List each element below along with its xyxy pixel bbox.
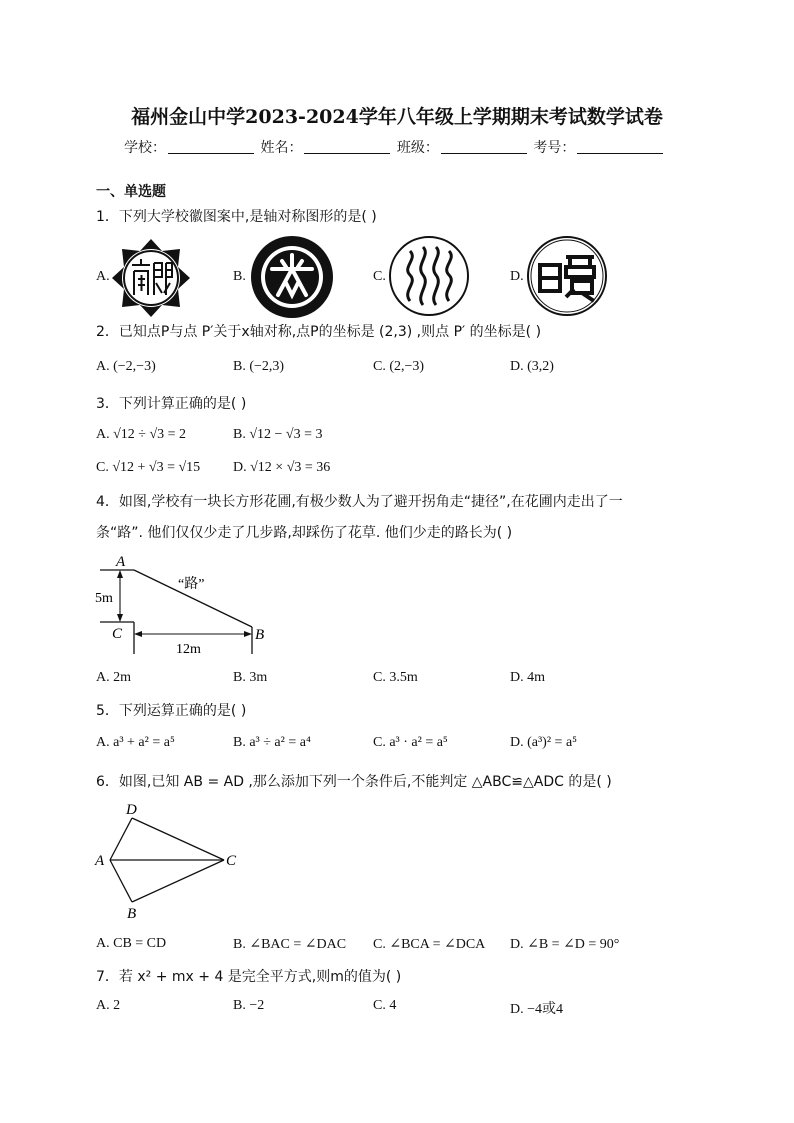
q6-point-a: A [95,853,105,869]
q4-path-label: “路” [178,577,205,592]
q4-option-a[interactable]: A. 2m [96,670,131,685]
name-blank[interactable] [304,153,390,154]
q5-option-a[interactable]: A. a³ + a² = a⁵ [96,735,175,750]
q5-option-c[interactable]: C. a³ · a² = a⁵ [373,735,448,750]
q7-option-b[interactable]: B. −2 [233,998,265,1013]
q7-option-d[interactable]: D. −4或4 [510,1002,564,1017]
seal-script-logo-icon [526,235,608,317]
q1-option-a-label: A. [96,269,110,284]
question-1-stem: 1．下列大学校徽图案中,是轴对称图形的是( ) [96,209,377,225]
q6-point-b: B [127,906,137,922]
q6-point-d: D [126,802,137,818]
q7-option-c[interactable]: C. 4 [373,998,397,1013]
question-2-stem: 2．已知点P与点 P′关于x轴对称,点P的坐标是 (2,3) ,则点 P′ 的坐标是( ) [96,324,542,340]
question-4-stem-line1: 4．如图,学校有一块长方形花圃,有极少数人为了避开拐角走“捷径”,在花圃内走出了一 [96,494,623,510]
q6-option-b[interactable]: B. ∠BAC = ∠DAC [233,937,347,952]
school-label: 学校： [124,140,166,156]
q4-length-ac: 5m [95,591,113,606]
q6-option-a[interactable]: A. CB = CD [96,936,167,951]
q4-length-cb: 12m [176,642,201,657]
name-label: 姓名： [260,140,303,156]
q3-option-d[interactable]: D. √12 × √3 = 36 [233,460,331,475]
q4-option-c[interactable]: C. 3.5m [373,670,418,685]
q4-point-c: C [112,626,123,642]
peking-university-logo-icon [250,235,334,319]
q3-option-c[interactable]: C. √12 + √3 = √15 [96,460,201,475]
question-7-stem: 7．若 x² + mx + 4 是完全平方式,则m的值为( ) [96,969,402,985]
question-3-stem: 3．下列计算正确的是( ) [96,396,247,412]
q4-garden-figure [92,550,282,660]
q5-option-d[interactable]: D. (a³)² = a⁵ [510,735,578,750]
q4-option-b[interactable]: B. 3m [233,670,268,685]
exam-number-blank[interactable] [577,153,663,154]
question-4-stem-line2: 条“路”. 他们仅仅少走了几步路,却踩伤了花草. 他们少走的路长为( ) [96,525,513,541]
q4-point-b: B [255,627,265,643]
q1-option-d-label: D. [510,269,524,284]
class-blank[interactable] [441,153,527,154]
q6-option-d[interactable]: D. ∠B = ∠D = 90° [510,937,620,952]
q5-option-b[interactable]: B. a³ ÷ a² = a⁴ [233,735,311,750]
q2-option-d[interactable]: D. (3,2) [510,359,554,374]
class-label: 班级： [396,140,439,156]
q4-option-d[interactable]: D. 4m [510,670,545,685]
q1-option-c-label: C. [373,269,386,284]
q3-option-b[interactable]: B. √12 − √3 = 3 [233,427,323,442]
question-5-stem: 5．下列运算正确的是( ) [96,703,247,719]
page-title: 福州金山中学2023-2024学年八年级上学期期末考试数学试卷 [131,106,663,128]
q3-option-a[interactable]: A. √12 ÷ √3 = 2 [96,427,187,442]
question-6-stem: 6．如图,已知 AB = AD ,那么添加下列一个条件后,不能判定 △ABC≌△ADC 的是( ) [96,774,612,790]
nankai-logo-icon [110,237,192,319]
q7-option-a[interactable]: A. 2 [96,998,121,1013]
q6-option-c[interactable]: C. ∠BCA = ∠DCA [373,937,486,952]
wavy-lines-logo-icon [388,235,470,317]
student-info-line [124,137,665,157]
section-title: 一、单选题 [96,184,166,200]
q4-point-a: A [116,554,126,570]
q6-quadrilateral-figure [92,798,242,924]
q2-option-a[interactable]: A. (−2,−3) [96,359,156,374]
school-blank[interactable] [168,153,254,154]
q1-option-b-label: B. [233,269,246,284]
q6-point-c: C [226,853,237,869]
exam-number-label: 考号： [533,140,576,156]
q2-option-b[interactable]: B. (−2,3) [233,359,285,374]
q2-option-c[interactable]: C. (2,−3) [373,359,425,374]
